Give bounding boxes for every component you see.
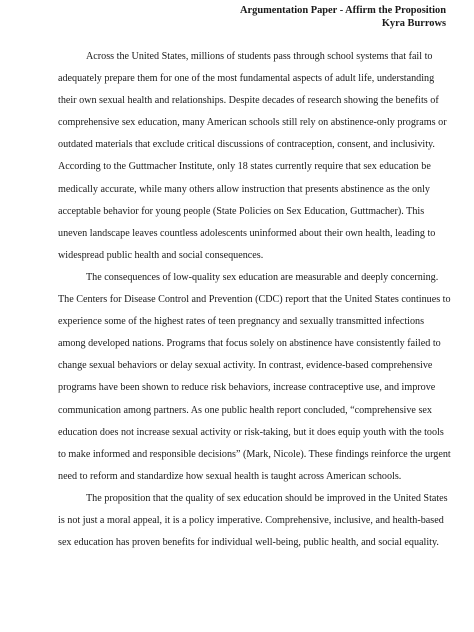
- text-line: acceptable behavior for young people (State Policies on Sex Education, Guttmacher). This: [58, 205, 425, 217]
- author-name: Kyra Burrows: [381, 18, 446, 29]
- text-line: need to reform and standardize how sexual health is taught across American schools.: [58, 470, 402, 482]
- text-line: The Centers for Disease Control and Prevention (CDC) report that the United States continues to: [58, 294, 451, 306]
- text-line: uneven landscape leaves countless adolescents uninformed about their own health, leading to: [58, 227, 436, 239]
- text-line: sex education has proven benefits for individual well-being, public health, and social equality.: [58, 537, 439, 549]
- text-line: comprehensive sex education, many American schools still rely on abstinence-only programs or: [58, 117, 447, 129]
- text-line: their own sexual health and relationships. Despite decades of research showing the benefits of: [58, 95, 439, 107]
- text-line: The proposition that the quality of sex education should be improved in the United States: [86, 492, 448, 504]
- text-line: communication among partners. As one public health report concluded, “comprehensive sex: [58, 404, 432, 416]
- text-line: education does not increase sexual activity or risk-taking, but it does equip youth with the tools: [58, 426, 444, 438]
- text-line: outdated materials that exclude critical discussions of contraception, consent, and inclusivity.: [58, 139, 435, 151]
- text-line: medically accurate, while many others allow instruction that presents abstinence as the only: [58, 183, 430, 195]
- text-line: is not just a moral appeal, it is a policy imperative. Comprehensive, inclusive, and health-based: [58, 514, 444, 526]
- text-line: According to the Guttmacher Institute, only 18 states currently require that sex education be: [58, 161, 431, 173]
- text-line: experience some of the highest rates of teen pregnancy and sexually transmitted infections: [58, 316, 425, 328]
- page-header: [240, 4, 446, 30]
- text-line: Across the United States, millions of students pass through school systems that fail to: [86, 51, 433, 62]
- paragraph-3: [58, 488, 448, 554]
- text-line: adequately prepare them for one of the most fundamental aspects of adult life, understanding: [58, 73, 435, 85]
- paragraph-2: [58, 267, 451, 488]
- text-line: among developed nations. Programs that focus solely on abstinence have consistently failed to: [58, 338, 441, 350]
- paper-title: Argumentation Paper - Affirm the Proposition: [240, 5, 446, 16]
- text-line: The consequences of low-quality sex education are measurable and deeply concerning.: [86, 271, 439, 283]
- text-line: programs have been shown to reduce risk behaviors, increase contraceptive use, and improve: [58, 382, 436, 394]
- text-line: change sexual behaviors or delay sexual activity. In contrast, evidence-based comprehensive: [58, 360, 433, 372]
- essay-body: [58, 46, 451, 554]
- text-line: to make informed and responsible decisions” (Mark, Nicole). These findings reinforce the urgent: [58, 448, 451, 460]
- text-line: widespread public health and social consequences.: [58, 249, 264, 261]
- paragraph-1: [58, 46, 447, 267]
